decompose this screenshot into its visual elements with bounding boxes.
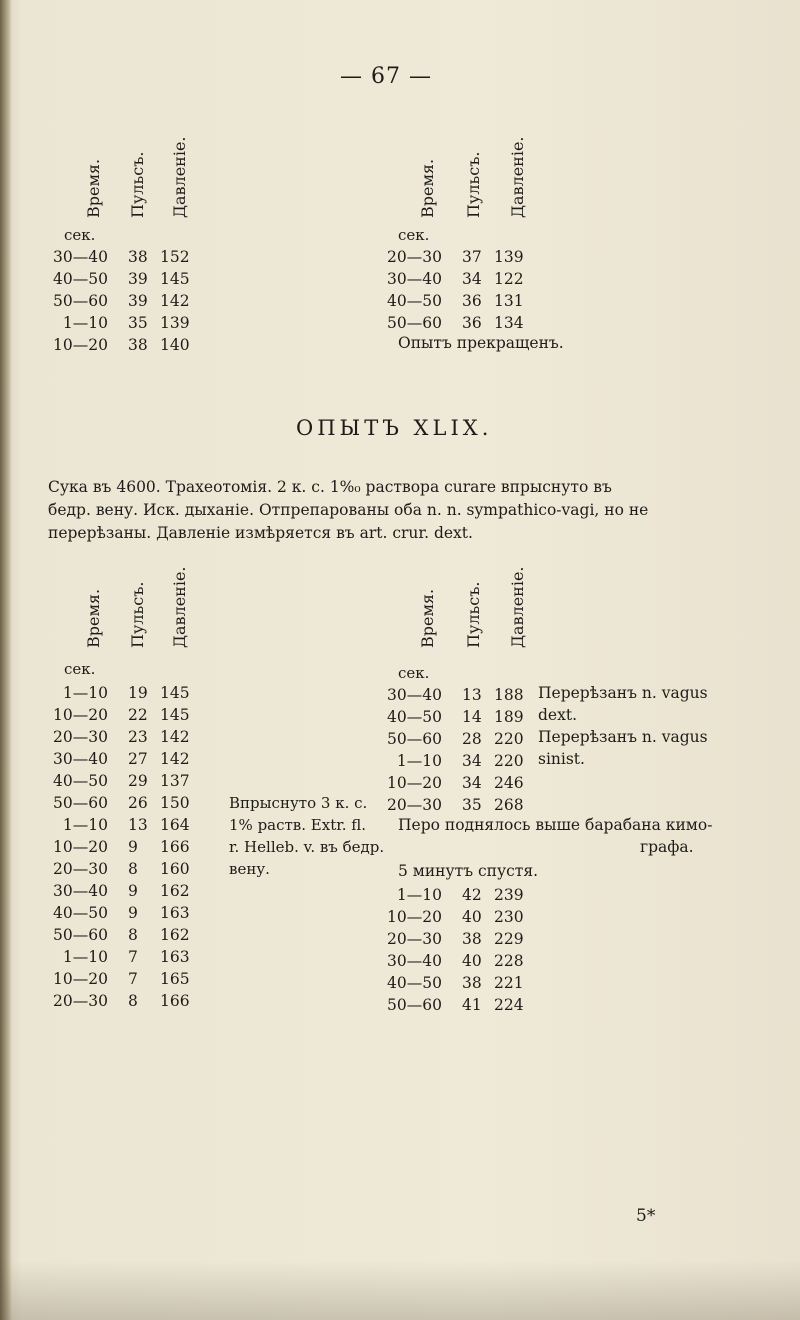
table-row [50, 268, 210, 290]
pressure-cell: 142 [160, 292, 190, 310]
pulse-cell: 38 [128, 336, 148, 354]
unit-label-bottom-right: сек. [398, 664, 430, 682]
table-row [50, 814, 210, 836]
table-row [384, 246, 544, 268]
pressure-cell: 142 [160, 750, 190, 768]
pulse-cell: 14 [462, 708, 482, 726]
time-cell: 20—30 [387, 248, 442, 266]
cut-note-1: Перерѣзанъ n. vagus [538, 684, 708, 702]
table-row [50, 726, 210, 748]
pulse-cell: 29 [128, 772, 148, 790]
cut-note-3: Перерѣзанъ n. vagus [538, 728, 708, 746]
table-row [50, 902, 210, 924]
time-cell: 50—60 [387, 996, 442, 1014]
pulse-cell: 35 [128, 314, 148, 332]
cut-note-4: sinist. [538, 750, 585, 768]
time-cell: 50—60 [53, 794, 108, 812]
header-time-bottom-right: Время. [418, 588, 437, 648]
injection-note-line: вену. [229, 860, 270, 878]
table-row [384, 928, 544, 950]
table-row [384, 706, 544, 728]
pressure-cell: 142 [160, 728, 190, 746]
experiment-title: ОПЫТЪ XLIX. [296, 416, 493, 440]
pen-note-line-1: Перо поднялось выше барабана кимо- [398, 816, 713, 834]
pulse-cell: 39 [128, 292, 148, 310]
pressure-cell: 189 [494, 708, 524, 726]
table-row [384, 728, 544, 750]
pulse-cell: 8 [128, 926, 138, 944]
experiment-description [48, 476, 748, 545]
time-cell: 30—40 [387, 952, 442, 970]
injection-note-line: Впрыснуто 3 к. с. [229, 794, 368, 812]
table-row [50, 312, 210, 334]
table-row [50, 334, 210, 356]
pressure-cell: 220 [494, 752, 524, 770]
pressure-cell: 137 [160, 772, 190, 790]
pressure-cell: 166 [160, 838, 190, 856]
table-top-left [50, 246, 210, 356]
pressure-cell: 139 [160, 314, 190, 332]
table-row [384, 312, 544, 334]
table-bottom-right-b [384, 884, 544, 1016]
table-row [50, 946, 210, 968]
header-time-top-left: Время. [84, 158, 103, 218]
pressure-cell: 188 [494, 686, 524, 704]
pulse-cell: 40 [462, 952, 482, 970]
pulse-cell: 13 [128, 816, 148, 834]
table-row [50, 792, 210, 814]
pulse-cell: 34 [462, 752, 482, 770]
header-pressure-top-left: Давленіе. [170, 136, 189, 218]
pulse-cell: 9 [128, 904, 138, 922]
pressure-cell: 150 [160, 794, 190, 812]
pulse-cell: 39 [128, 270, 148, 288]
time-cell: 20—30 [387, 930, 442, 948]
header-pressure-bottom-right: Давленіе. [508, 566, 527, 648]
unit-label-top-left: сек. [64, 226, 96, 244]
pulse-cell: 40 [462, 908, 482, 926]
pulse-cell: 13 [462, 686, 482, 704]
pressure-cell: 268 [494, 796, 524, 814]
description-line: перерѣзаны. Давленіе измѣряется въ art. crur. dext. [48, 524, 473, 542]
table-row [50, 748, 210, 770]
table-row [384, 684, 544, 706]
pulse-cell: 42 [462, 886, 482, 904]
pulse-cell: 38 [462, 974, 482, 992]
pressure-cell: 140 [160, 336, 190, 354]
table-row [50, 990, 210, 1012]
table-row [384, 750, 544, 772]
table-row [384, 794, 544, 816]
time-cell: 10—20 [387, 774, 442, 792]
time-cell: 40—50 [53, 772, 108, 790]
pulse-cell: 22 [128, 706, 148, 724]
table-row [50, 880, 210, 902]
time-cell: 40—50 [53, 904, 108, 922]
pulse-cell: 23 [128, 728, 148, 746]
time-cell: 30—40 [53, 750, 108, 768]
table-row [50, 968, 210, 990]
pulse-cell: 38 [128, 248, 148, 266]
pressure-cell: 246 [494, 774, 524, 792]
unit-label-bottom-left: сек. [64, 660, 96, 678]
header-pulse-top-left: Пульсъ. [128, 151, 147, 218]
pulse-cell: 9 [128, 838, 138, 856]
time-cell: 20—30 [387, 796, 442, 814]
pulse-cell: 27 [128, 750, 148, 768]
table-top-right [384, 246, 544, 334]
time-cell: 30—40 [53, 248, 108, 266]
pressure-cell: 165 [160, 970, 190, 988]
pressure-cell: 166 [160, 992, 190, 1010]
injection-note [229, 792, 384, 880]
table-row [50, 770, 210, 792]
pressure-cell: 230 [494, 908, 524, 926]
time-cell: 1—10 [396, 886, 442, 904]
pressure-cell: 160 [160, 860, 190, 878]
time-cell: 1—10 [396, 752, 442, 770]
time-cell: 20—30 [53, 992, 108, 1010]
table-row [384, 884, 544, 906]
time-cell: 1—10 [62, 684, 108, 702]
pen-note-line-2: графа. [640, 838, 694, 856]
header-pulse-bottom-left: Пульсъ. [128, 581, 147, 648]
pressure-cell: 145 [160, 684, 190, 702]
book-spine-shadow [0, 0, 12, 1320]
time-cell: 1—10 [62, 948, 108, 966]
table-row [50, 290, 210, 312]
time-cell: 50—60 [387, 314, 442, 332]
pressure-cell: 139 [494, 248, 524, 266]
pulse-cell: 41 [462, 996, 482, 1014]
time-cell: 50—60 [53, 926, 108, 944]
pressure-cell: 229 [494, 930, 524, 948]
time-cell: 40—50 [387, 292, 442, 310]
pressure-cell: 162 [160, 882, 190, 900]
table-row [50, 858, 210, 880]
pulse-cell: 26 [128, 794, 148, 812]
pulse-cell: 7 [128, 970, 138, 988]
pulse-cell: 8 [128, 992, 138, 1010]
time-cell: 30—40 [387, 686, 442, 704]
pulse-cell: 34 [462, 270, 482, 288]
pressure-cell: 145 [160, 706, 190, 724]
table-row [384, 994, 544, 1016]
pressure-cell: 221 [494, 974, 524, 992]
time-cell: 40—50 [387, 708, 442, 726]
time-cell: 20—30 [53, 728, 108, 746]
time-cell: 10—20 [53, 838, 108, 856]
pressure-cell: 152 [160, 248, 190, 266]
pressure-cell: 122 [494, 270, 524, 288]
table-row [50, 924, 210, 946]
pulse-cell: 7 [128, 948, 138, 966]
pulse-cell: 37 [462, 248, 482, 266]
time-cell: 1—10 [62, 314, 108, 332]
injection-note-line: r. Helleb. v. въ бедр. [229, 838, 385, 856]
table-bottom-left [50, 682, 210, 1012]
header-time-top-right: Время. [418, 158, 437, 218]
pressure-cell: 131 [494, 292, 524, 310]
time-cell: 10—20 [53, 970, 108, 988]
table-row [384, 906, 544, 928]
table-row [50, 682, 210, 704]
time-cell: 50—60 [53, 292, 108, 310]
description-line: Сука въ 4600. Трахеотомія. 2 к. с. 1%₀ раствора curare впрыснуто въ [48, 478, 612, 496]
page-number: — 67 — [340, 64, 432, 89]
unit-label-top-right: сек. [398, 226, 430, 244]
cut-note-2: dext. [538, 706, 577, 724]
pulse-cell: 19 [128, 684, 148, 702]
pulse-cell: 36 [462, 292, 482, 310]
time-cell: 30—40 [53, 882, 108, 900]
description-line: бедр. вену. Иск. дыханіе. Отпрепарованы оба n. n. sympathico-vagi, но не [48, 501, 649, 519]
table-row [384, 972, 544, 994]
time-cell: 10—20 [53, 706, 108, 724]
time-cell: 10—20 [53, 336, 108, 354]
injection-note-line: 1% раств. Extr. fl. [229, 816, 367, 834]
table-row [50, 836, 210, 858]
table-row [384, 268, 544, 290]
header-pulse-bottom-right: Пульсъ. [464, 581, 483, 648]
pulse-cell: 8 [128, 860, 138, 878]
time-cell: 30—40 [387, 270, 442, 288]
pulse-cell: 28 [462, 730, 482, 748]
pressure-cell: 220 [494, 730, 524, 748]
table-row [384, 772, 544, 794]
pressure-cell: 162 [160, 926, 190, 944]
experiment-end-note: Опытъ прекращенъ. [398, 334, 564, 352]
five-minutes-later: 5 минутъ спустя. [398, 862, 539, 880]
time-cell: 50—60 [387, 730, 442, 748]
pressure-cell: 163 [160, 948, 190, 966]
pressure-cell: 224 [494, 996, 524, 1014]
header-pressure-bottom-left: Давленіе. [170, 566, 189, 648]
table-bottom-right-a [384, 684, 544, 816]
signature-mark: 5* [636, 1206, 656, 1226]
pressure-cell: 163 [160, 904, 190, 922]
pressure-cell: 228 [494, 952, 524, 970]
pulse-cell: 36 [462, 314, 482, 332]
page-bottom-shadow [0, 1260, 800, 1320]
time-cell: 1—10 [62, 816, 108, 834]
pulse-cell: 35 [462, 796, 482, 814]
pulse-cell: 34 [462, 774, 482, 792]
table-row [50, 704, 210, 726]
header-time-bottom-left: Время. [84, 588, 103, 648]
table-row [384, 950, 544, 972]
table-row [384, 290, 544, 312]
time-cell: 40—50 [53, 270, 108, 288]
pulse-cell: 9 [128, 882, 138, 900]
pressure-cell: 134 [494, 314, 524, 332]
pulse-cell: 38 [462, 930, 482, 948]
pressure-cell: 164 [160, 816, 190, 834]
time-cell: 10—20 [387, 908, 442, 926]
time-cell: 40—50 [387, 974, 442, 992]
header-pressure-top-right: Давленіе. [508, 136, 527, 218]
pressure-cell: 145 [160, 270, 190, 288]
pressure-cell: 239 [494, 886, 524, 904]
table-row [50, 246, 210, 268]
time-cell: 20—30 [53, 860, 108, 878]
header-pulse-top-right: Пульсъ. [464, 151, 483, 218]
